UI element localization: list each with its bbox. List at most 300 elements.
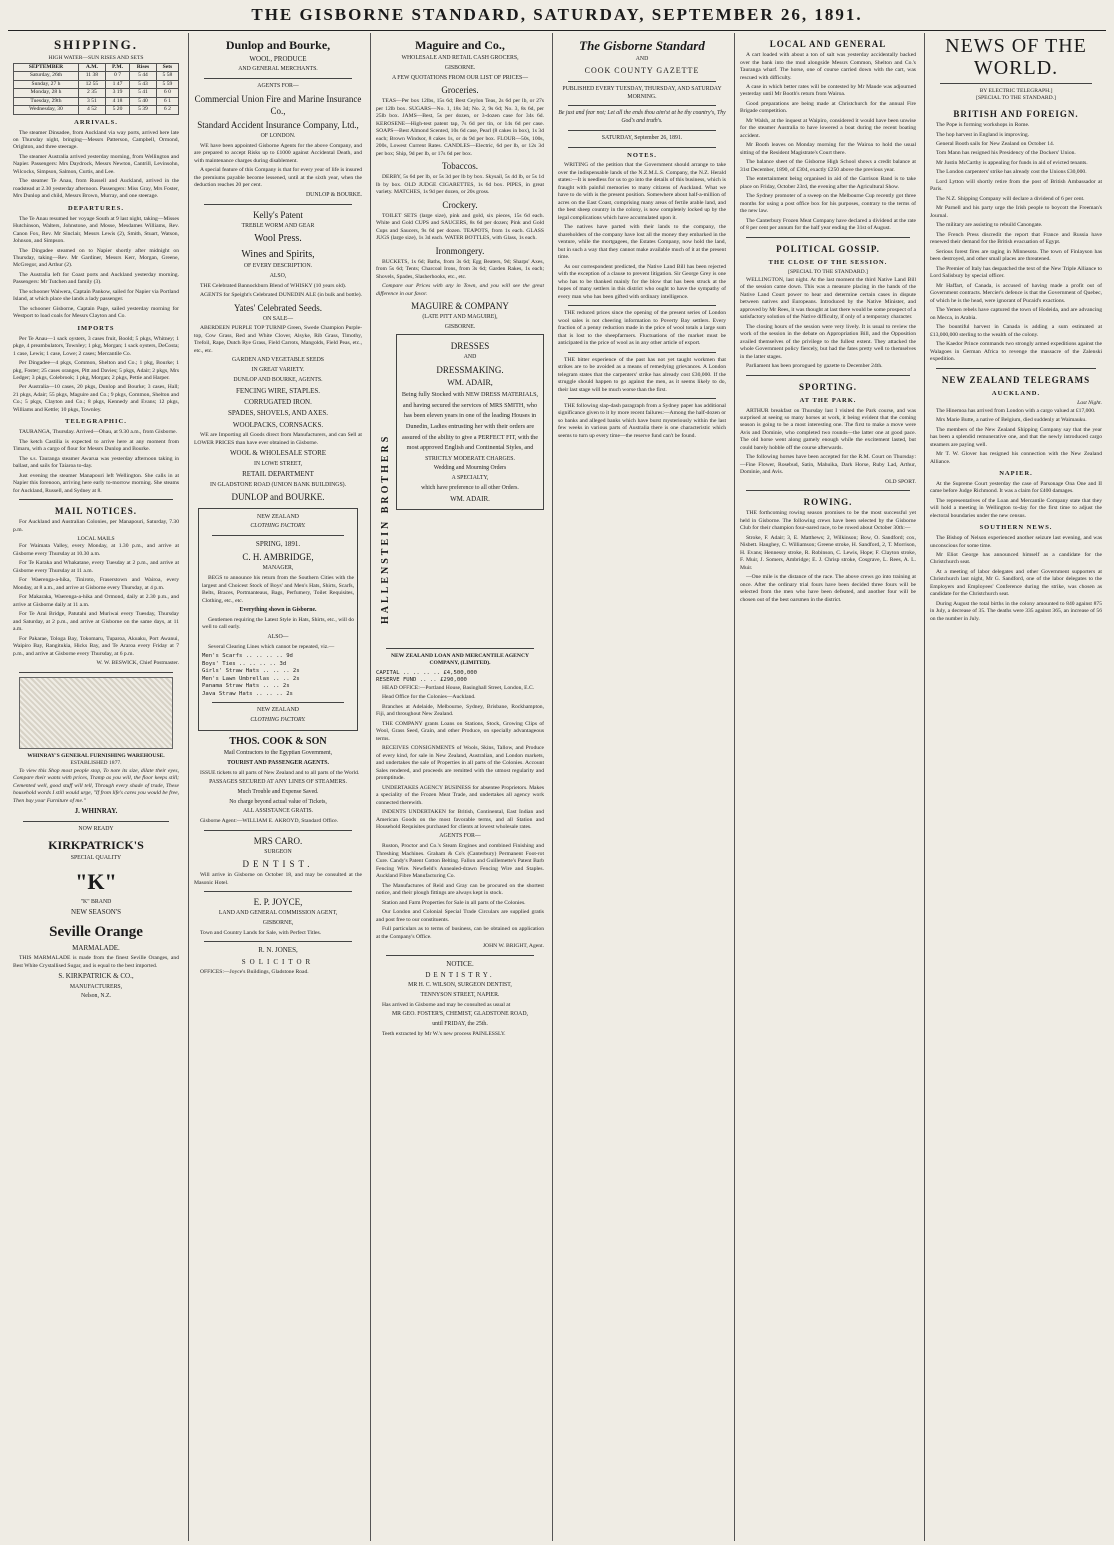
specialty: A SPECIALTY, — [451, 475, 489, 482]
great-variety: IN GREAT VARIETY. — [251, 367, 305, 374]
news-item: General Booth sails for New Zealand on October 14. — [936, 140, 1055, 147]
head-office: HEAD OFFICE:—Portland House, Basinghall Street, London, E.C. — [382, 684, 535, 691]
departures-text: The schooner Gisborne, Captain Page, sailed yesterday morning for Westport to load coals for Messrs Clayton and Co. — [13, 305, 179, 320]
news-item: The military are assisting to rebuild Canongate. — [936, 222, 1043, 229]
tide-cell: 5 39 — [130, 106, 157, 114]
political-paragraph: Parliament has been prorogued by gazette to December 24th. — [746, 363, 883, 370]
reserve-fund: RESERVE FUND .. .. £290,000 — [376, 677, 467, 684]
local-paragraph: A cart loaded with about a ton of salt was yesterday accidentally backed over the bank into the mud alongside Messrs Common, Shelton and Co.'s Tauranga wharf. The horse, one of course carried down with the cart, was rescued with difficulty. — [740, 52, 916, 81]
ambridge-text: BEGS to announce his return from the Southern Cities with the largest and Choicest Stock of Boys' and Men's Hats, Shirts, Scarfs, Belts, Braces, Portmanteaus, Bags, Perfumery, Toilet Requisites, Clothing, etc., etc. — [202, 575, 354, 604]
departures-text: The Australia left for Coast ports and Auckland yesterday morning. Passengers: Mr Tutchen and family (3). — [13, 271, 179, 286]
mail-text: For Te Karaka and Whakatane, every Tuesday at 2 p.m., and arrive at Gisborne every Thursday at 11 a.m. — [13, 560, 179, 574]
divider — [568, 130, 716, 131]
tide-cell: 4 52 — [78, 106, 105, 114]
mail-text: For Auckland and Australian Colonies, per Manapouri, Saturday, 7.30 p.m. — [13, 519, 179, 533]
adair-name: WM. ADAIR, — [447, 377, 493, 387]
news-item: At a meeting of labor delegates and other Government supporters at Christchurch last night, Mr G. Sandford, one of the labor delegates to the Employers and Employees' Conference during the strike, was chosen as candidate for the Christchurch seat. — [930, 568, 1102, 598]
sporting-paragraph: ARTHUR breakfast on Thursday last I visited the Park course, and was surprised at seeing so many horses at work, it being evident that the coming season is going to be a most interesting one. The first to make a move were Avis and Dominie, who completed two rounds—the latter one at good pace. The old horse went along gamely enough while the excitement lasted, but could barely hobble off the course afterwards. — [740, 407, 916, 451]
new-season: NEW SEASON'S — [71, 908, 121, 917]
mail-text: For Te Arai Bridge, Patutahi and Muriwai every Tuesday, Thursday and Saturday, at 2 p.m., and arrive at Gisborne on the same days, at 11 a.m. — [13, 611, 179, 633]
mail-text: For Pakarae, Tologa Bay, Tokomaru, Tuparoa, Akuaku, Port Awanui, Waipiro Bay, Rangitukia, Hicks Bay, and Te Araroa every Friday at 7 p.m., and arrive at Gisborne every Thursday, at 6 p.m. — [13, 635, 179, 657]
electric-telegraph: BY ELECTRIC TELEGRAPH.] — [979, 88, 1053, 94]
tide-cell: Sunday, 27 h — [14, 80, 79, 88]
divider — [746, 375, 910, 376]
dunlop-sub2: AND GENERAL MERCHANTS. — [238, 66, 318, 73]
also-2: ALSO— — [267, 633, 289, 640]
also: ALSO, — [269, 272, 287, 279]
price-item: Java Straw Hats .. .. .. 2s — [202, 690, 293, 697]
wilson: MR H. C. WILSON, SURGEON DENTIST, — [408, 982, 512, 989]
head-office-colonies: Head Office for the Colonies—Auckland. — [382, 694, 476, 701]
tide-cell: 11 38 — [78, 72, 105, 80]
news-item: Mr T. W. Glover has resigned his connection with the New Zealand Alliance. — [930, 451, 1102, 465]
gladstone-road: IN GLADSTONE ROAD (UNION BANK BUILDINGS). — [209, 481, 347, 488]
divider — [568, 305, 716, 306]
shipping-heading: SHIPPING. — [53, 37, 139, 52]
assistance: ALL ASSISTANCE GRATIS. — [242, 808, 314, 815]
tourist-agents: TOURIST AND PASSENGER AGENTS. — [227, 759, 329, 766]
tide-cell: 5 44 — [130, 72, 157, 80]
crockery-text: TOILET SETS (large size), pink and gold, six pieces, 15s 6d each. White and Gold CUPS and SAUCERS, 8s 6d per dozen; Pink and Gold Cups and Saucers, 9s 6d per dozen. TEAPOTS, from 1s each. GLASS JUGS (large size), 1s 3d each. WATER BOTTLES, with Glass, 1s each. — [376, 212, 544, 242]
rowing-heading: ROWING. — [803, 497, 853, 508]
ambridge-name: C. H. AMBRIDGE, — [242, 552, 314, 563]
divider — [940, 83, 1092, 84]
tide-row — [14, 97, 179, 105]
special-label: [SPECIAL TO THE STANDARD.] — [976, 95, 1056, 102]
telegraphic-text: TAURANGA, Thursday. Arrived—Ohau, at 9.30 a.m., from Gisborne. — [19, 429, 178, 436]
dunlop-signature: DUNLOP and BOURKE. — [231, 492, 325, 503]
news-world-title: NEWS OF THE WORLD. — [945, 35, 1087, 79]
cook-text: ISSUE tickets to all parts of New Zealand and to all parts of the World. — [200, 769, 360, 776]
news-item: The Hinemoa has arrived from London with a cargo valued at £17,000. — [936, 407, 1096, 414]
price-item: Boys' Ties .. .. .. .. 3d — [202, 660, 287, 667]
indents-text: INDENTS UNDERTAKEN for British, Continental, East Indian and American Goods on the most favorable terms, and all Station and Household Requisites purchased for clients at lowest wholesale rates. — [376, 809, 544, 830]
news-item: The bountiful harvest in Canada is adding a sum estimated at £13,000,000 sterling to the wealth of the colony. — [930, 324, 1102, 338]
motto: Be just and fear not; Let all the ends thou aim'st at be thy country's, Thy God's and truth's. — [558, 110, 726, 125]
masthead-title: THE GISBORNE STANDARD, SATURDAY, SEPTEMBER 26, 1891. — [251, 5, 863, 24]
kirkpatrick-title: KIRKPATRICK'S — [48, 838, 144, 853]
tide-cell: 6 1 — [156, 97, 178, 105]
local-paragraph: The entertainment being organised in aid of the Garrison Band is to take place on Friday, October 23rd, the evening after the Agricultural Show. — [740, 176, 916, 190]
sporting-paragraph: The following horses have been accepted for the R.M. Court on Thursday:—Fine Flower, Rosebud, Satin, Mahuika, Dark Horse, Ruby Lad, Arthur, Dominie, and Avis. — [740, 454, 916, 476]
wines-spirits: Wines and Spirits, — [241, 248, 315, 260]
napier-heading: NAPIER. — [999, 470, 1033, 478]
local-paragraph: Mr Booth leaves on Monday morning for the Wairoa to hold the usual sitting of the Resident Magistrate's Court there. — [740, 142, 916, 156]
everything-shown: Everything shown in Gisborne. — [239, 607, 317, 614]
divider — [386, 648, 534, 649]
k-brand: "K" BRAND — [80, 898, 112, 905]
local-paragraph: The balance sheet of the Gisborne High School shows a credit balance at 31st December, 1890, of £304, exactly £250 above the previous year. — [740, 159, 916, 173]
land-agent: LAND AND GENERAL COMMISSION AGENT, — [218, 910, 338, 917]
telegraphic-text: The ketch Castilia is expected to arrive here at any moment from Timaru, with a cargo of flour for Messrs Dunlop and Bourke. — [13, 438, 179, 453]
seeds-text: ABERDEEN PURPLE TOP TURNIP Green, Swede Champion Purple-top, Cow Grass, Red and White Clover, Alsyke, Rib Grass, Timothy, Trefoil, Rape, Dutch Rye Grass, Field Carrots, Mangolds, Field Peas, etc., etc., etc. — [194, 325, 362, 354]
tide-cell: 0 7 — [105, 72, 129, 80]
tide-row — [14, 106, 179, 114]
tide-cell: 2 35 — [78, 89, 105, 97]
and-label: AND — [635, 56, 649, 63]
local-paragraph: A case in which better rates will be contested by Mr Maude was adjourned yesterday until Mr Booth's return from Wairoa. — [740, 83, 916, 98]
departures-text: The Te Anau resumed her voyage South at 9 last night, taking—Misses Hutchinson, Walters, Johnstone, and Mosse, Mesdames Williams, Rev. Canon Fox, Rev. Mr Sinclair, Messrs Lewis (2), Smith, Stuart, Watson, Johnson, and Simpson. — [13, 215, 179, 245]
tide-cell: 6 0 — [156, 89, 178, 97]
passages: PASSAGES SECURED AT ANY LINES OF STEAMERS. — [209, 778, 347, 785]
gisborne-label: GISBORNE, — [262, 920, 294, 927]
groceries-heading: Groceries. — [441, 85, 479, 96]
groceries-text: TEAS—Per box 12lbs, 15s 6d; Best Ceylon Teas, 2s 6d per lb, or 27s per 12lb box. SUGARS—No. 1, 18s 3d; No. 2, 9s 6d; No. 3, 8s 6d, per 25lb box. JAMS—Best, 5s per dozen, or 3-dozen case for 34s 6d. KEROSENE—High-test patent tap, 7s 6d per tin, or 14s 6d per case. SOAPS—Best Almond Scented, 10s 6d case, Pearl (8 cakes in box), 1s 3d each; Brown Windsor, 8 cakes 1s, or 4s 9d per box. FLOUR—50s, 100s, 200s, Lowest Current Rates. CANDLES—Electric, 6d per lb, or 12s 3d per box; Ship, 9d per lb, or 17s 6d per box. — [376, 98, 544, 157]
divider — [19, 672, 173, 673]
adair-block — [376, 334, 544, 644]
crockery-heading: Crockery. — [442, 199, 478, 210]
accident-text: A special feature of this Company is that for every year of life is insured the premiums payable become lessened, until at the sixth year, when the deduction reaches 20 per cent. — [194, 167, 362, 189]
tide-row — [14, 80, 179, 88]
wool-store: WOOL & WHOLESALE STORE — [229, 449, 327, 458]
tide-cell: Monday, 28 h — [14, 89, 79, 97]
tide-column-header: SEPTEMBER — [14, 63, 79, 71]
divider — [212, 702, 344, 703]
warehouse-caption: WHINRAY'S GENERAL FURNISHING WAREHOUSE. — [27, 752, 165, 759]
divider — [568, 81, 716, 82]
news-item: Mr Justin McCarthy is appealing for funds in aid of evicted tenants. — [936, 159, 1088, 166]
tobaccos-text: DERBY, 5s 6d per lb, or 5s 3d per lb by box. Skysail, 5s 4d lb, or 5s 1d lb by box. OLD JUDGE CIGARETTES, 1s 6d box. PIPES, in great variety. MATCHES, 1s 9d per dozen, or 20s gross. — [376, 174, 544, 196]
editorial-paragraph: THE reduced prices since the opening of the present series of London wool sales is not cheering information to Poverty Bay settlers. Every fraction of a penny reduction made in the price of wool totals a large sum that is lost to the sheepfarmers. Fluctuations of the market must be anticipated in the price of wool as in any other article of export. — [558, 310, 726, 347]
cook-county-gazette: COOK COUNTY GAZETTE — [584, 66, 700, 76]
seville-orange: Seville Orange — [49, 923, 143, 940]
tide-column-header: Sets — [156, 63, 178, 71]
price-item: Panama Straw Hats .. .. 2s — [202, 683, 290, 690]
news-item: The Kaedor Prince commands two strongly armed expeditions against the Walagoes in German Africa to revenge the massacre of the Zalenski expedition. — [930, 341, 1102, 363]
news-item: Mr Haffart, of Canada, is accused of having made a profit out of Government contracts. Mercier's defence is that the Government of Quebec, of which he is the head, were ignorant of Pucaid's exactions. — [930, 282, 1102, 304]
ironmongery-heading: Ironmongery. — [435, 245, 485, 256]
political-paragraph: WELLINGTON, last night. At the last moment the third Native Land Bill of the session came down. This was a measure placing in the hands of the Native Land Court power to hear and determine certain cases in dispute between natives and Europeans. Introduced by the Native Minister, and approved by Mr Rees, it was thought at last there would be some prospect of a satisfactory solution of the Native difficulty, if only of a temporary character. — [740, 276, 916, 321]
retail-dept: RETAIL DEPARTMENT — [242, 470, 314, 479]
masthead — [0, 0, 1114, 30]
british-foreign-heading: BRITISH AND FOREIGN. — [953, 108, 1079, 119]
divider — [204, 78, 352, 79]
surgeon: SURGEON — [264, 848, 292, 855]
special-quality: SPECIAL QUALITY — [70, 855, 122, 862]
agents-for-2: AGENTS FOR— — [439, 833, 481, 840]
manufacturers: MANUFACTURERS, — [69, 983, 123, 990]
news-item: The N.Z. Shipping Company will declare a dividend of 6 per cent. — [936, 195, 1085, 202]
mail-notices-heading: MAIL NOTICES. — [54, 505, 138, 516]
departures-text: The Dingadee steamed on to Napier shortly after midnight on Thursday, taking—Rev. Mr Gardiner, Messrs Kerr, Morgan, Greene, McGregor, and Arthur (2). — [13, 247, 179, 269]
treble-worm: TREBLE WORM AND GEAR — [241, 222, 315, 229]
divider — [936, 368, 1096, 369]
political-heading: POLITICAL GOSSIP. — [776, 243, 880, 254]
gisborne-agent: Gisborne Agent:—WILLIAM E. AKROYD, Standard Office. — [200, 818, 339, 825]
special-label: [SPECIAL TO THE STANDARD.] — [788, 269, 868, 276]
nelson: Nelson, N.Z. — [81, 993, 111, 1000]
marmalade-text: THIS MARMALADE is made from the finest Seville Oranges, and Best White Crystallised Sugar, and is equal to the best imported. — [13, 955, 179, 969]
published-line: PUBLISHED EVERY TUESDAY, THURSDAY, AND SATURDAY MORNING. — [562, 85, 722, 100]
tide-cell: 6 2 — [156, 106, 178, 114]
clothing-factory-ad — [198, 508, 358, 731]
divider — [568, 398, 716, 399]
nz-mercantile-title: NEW ZEALAND LOAN AND MERCANTILE AGENCY COMPANY, (LIMITED). — [390, 652, 530, 667]
departures-text: The schooner Waiwera, Captain Pankow, sailed for Napier via Portland Island, at which place she lands a lady passenger. — [13, 288, 179, 303]
adair-text: Being fully Stocked with NEW DRESS MATERIALS, and having secured the services of MRS SMITH, who has been eleven years in one of the leading Houses in Dunedin, Ladies entrusting her with their orders are assured of the ability to give a PERFECT FIT, with the most approved English and Continental Styles, and — [401, 391, 539, 452]
column-maguire — [370, 33, 549, 1541]
divider — [212, 535, 344, 536]
divider — [204, 941, 352, 942]
local-paragraph: Good preparations are being made at Christchurch for the annual Fire Brigade competition. — [740, 100, 916, 115]
circulars-text: Our London and Colonial Special Trade Circulars are supplied gratis and post free to our constituents. — [376, 909, 544, 923]
postmaster-signature: W. W. BESWICK, Chief Postmaster. — [96, 660, 179, 667]
mail-contractors: Mail Contractors to the Egyptian Government, — [223, 749, 333, 756]
solicitor: SOLICITOR — [241, 957, 315, 966]
joyce: E. P. JOYCE, — [253, 897, 303, 908]
imports-text: Per Australia—10 cases, 20 pkgs, Dunlop and Bourke; 3 cases, Hall; 21 pkgs, Adair; 55 pkgs, Maguire and Co.; 9 pkgs, Common, Shelton and Co.; 5 pkgs, Clayton and Co.; 8 pkgs, Kennedy and Evans; 12 pkgs, Williams and Kettle; 10 pkgs, Townley. — [13, 384, 179, 413]
local-paragraph: The Canterbury Frozen Meat Company have declared a dividend at the rate of 8 per cent per annum for the half year ending the 31st of August. — [740, 217, 916, 232]
arrivals-text: The steamer Te Anau, from Russell and Auckland, arrived in the roadstead at 2.30 yesterday afternoon. Passengers: Miss Gray, Mrs Foster, Mrs Dunlop and child, Messrs Brown, Murray, and one steerage. — [13, 178, 179, 200]
factory-label: CLOTHING FACTORY. — [250, 716, 306, 723]
capital: CAPITAL .. .. .. .. £4,500,000 — [376, 669, 478, 676]
tide-row — [14, 72, 179, 80]
arrivals-text: The steamer Australia arrived yesterday morning, from Wellington and Napier. Passengers: Mrs Daydrock, Messrs Newton, Cantrill, Levinsohn, Wilcocks, Simpson, Salmon, Curtis, and Lee. — [13, 153, 179, 175]
ironmongery-text: BUCKETS, 1s 6d; Baths, from 3s 6d; Egg Beaters, 9d; Sharps' Axes, from 5s 6d; Tents; Charcoal Irons, from 3s 6d; Garden Rakes, 1s each; Shovels, Spades, Slasherhooks, etc., etc. — [376, 258, 544, 280]
news-item: Tom Mann has resigned his Presidency of the Dockers' Union. — [936, 150, 1076, 157]
maguire-sub: WHOLESALE AND RETAIL CASH GROCERS, — [401, 55, 519, 62]
telegraphic-text: The s.s. Tauranga steamer Awarua was yesterday afternoon taking in ballast, and sails for Taiaroa to-day. — [13, 455, 179, 470]
editorial-paragraph: THE following slap-dash paragraph from a Sydney paper has additional significance given to it by more recent failures:—Among the half-dozen or so banks and alleged banks which have burst mysteriously within the last few weeks in various parts of Australia there is one characteristic which seems to turn up every time—the reserve fund can't be found. — [558, 402, 726, 439]
tennyson: TENNYSON STREET, NAPIER. — [420, 992, 500, 999]
auckland-heading: AUCKLAND. — [991, 389, 1041, 397]
editorial-paragraph: THE bitter experience of the past has not yet taught workmen that strikes are to be avoided as a means of remedying grievances. A London telegram states that the carpenters' strike has already cost £30,000. If the struggle should happen to go against the men, as it seems likely to do, their last stage will be much worse than the first. — [558, 356, 726, 393]
tide-heading: HIGH WATER—SUN RISES AND SETS — [48, 55, 144, 62]
agents-for: AGENTS FOR— — [257, 83, 299, 90]
gisborne-2: GISBORNE. — [444, 324, 476, 331]
news-item: Serious forest fires are raging in Minnesota. The town of Finlayson has been destroyed, and other small places are threatened. — [930, 248, 1102, 263]
offices-text: OFFICES:—Joyce's Buildings, Gladstone Road. — [200, 969, 309, 976]
news-item: Lord Lytton will shortly retire from the post of British Ambassador at Paris. — [930, 178, 1102, 193]
wilson-text: Has arrived in Gisborne and may be consulted as usual at — [382, 1001, 511, 1008]
lowe-street: IN LOWE STREET, — [253, 460, 303, 467]
tide-cell: 5 20 — [105, 106, 129, 114]
divider — [19, 499, 173, 500]
divider — [568, 147, 716, 148]
no-charge: No charge beyond actual value of Tickets, — [229, 798, 327, 805]
column-shipping — [8, 33, 184, 1541]
nz-label: NEW ZEALAND — [257, 707, 299, 714]
tide-table — [13, 63, 179, 115]
woolpacks: WOOLPACKS, CORNSACKS. — [232, 420, 324, 429]
sporting-signature: OLD SPORT. — [885, 478, 916, 485]
imports-text: Per Te Anau—1 sack oysters, 3 cases fruit, Boold; 5 pkgs, Whitney; 1 pkge, 4 preambulators, Townley; 1 pkg, Morgan; 1 sack oysters, DeCosta; 1 case, Lewis; 1 case, Lowe; 2 cases; Mercantile Co. — [13, 335, 179, 357]
news-item: The Bishop of Nelson experienced another seizure last evening, and was unconscious for some time. — [930, 535, 1102, 549]
divider — [746, 237, 910, 238]
sporting-heading: SPORTING. — [799, 381, 857, 392]
tide-column-header: A.M. — [78, 63, 105, 71]
garden-seeds: GARDEN AND VEGETABLE SEEDS — [231, 357, 325, 364]
caro-text: Will arrive in Gisborne on October 18, and may be consulted at the Masonic Hotel. — [194, 872, 362, 886]
paper-title: The Gisborne Standard — [579, 38, 705, 53]
and: AND — [463, 353, 477, 360]
quotations: A FEW QUOTATIONS FROM OUR LIST OF PRICES— — [391, 74, 529, 81]
preference: which have preference to all other Orders. — [421, 484, 519, 491]
k-brand-letter: "K" — [75, 869, 117, 895]
editorial-paragraph: The natives have parted with their lands to the company, the shareholders of the company have lost all the money they embarked in the venture, while the mortgagees, the Estates Company, now hold the land, but in such a way that they cannot make available much of it at the present time. — [558, 224, 726, 261]
station-text: Station and Farm Properties for Sale in all parts of the Colonies. — [382, 899, 526, 906]
news-item: The members of the New Zealand Shipping Company say that the year has been a splendid remunerative one, and that the newly introduced cargo steamers are paying well. — [930, 426, 1102, 448]
agents-list: Ruston, Proctor and Co.'s Steam Engines and combined Finishing and Threshing Machines. Graham & Co's (Canterbury) Permanent Foot-rot Cure. Candy's Patent Cotton Belting. Fallon and Guillemette's Patent Barb Fencing Wire. Newfield's Annealed-drawn Fencing Wire and Staples. Auckland Fibre Manufacturing Co. — [376, 843, 544, 880]
wool-press: Wool Press. — [254, 233, 302, 245]
political-paragraph: The closing hours of the session were very lively. It is usual to review the work of the session in the debate on Appropriation Bill, and the Opposition availed themselves of the privilege to the fullest extent. They attacked the whole Government policy fiercely, but had the fates pretty well to themselves in the latter stages. — [740, 323, 916, 360]
local-paragraph: Mr Walsh, at the inquest at Waipiro, considered it would have been unwise for the steamer Australia to have lowered a boat during the recent boating accident. — [740, 117, 916, 139]
manufactures-text: The Manufactures of Reid and Gray can be procured on the shortest notice, and their plough fittings are always kept in stock. — [376, 882, 544, 897]
tobaccos-heading: Tobaccos. — [441, 161, 479, 172]
tide-cell: 4 18 — [105, 97, 129, 105]
tide-cell: Saturday, 26th — [14, 72, 79, 80]
divider — [204, 891, 352, 892]
maguire-company: MAGUIRE & COMPANY — [411, 301, 509, 312]
notice: NOTICE. — [446, 959, 474, 968]
price-item: Men's Scarfs .. .. .. .. 9d — [202, 653, 293, 660]
tide-cell: 5 40 — [130, 97, 157, 105]
divider — [23, 821, 169, 822]
mrs-caro: MRS CARO. — [253, 835, 303, 846]
spring-1891: SPRING, 1891. — [255, 540, 301, 549]
news-item: Mr Eliot George has announced himself as a candidate for the Christchurch seat. — [930, 552, 1102, 566]
agents-text: AGENTS for Speight's Celebrated DUNEDIN ALE (in bulk and bottle). — [200, 292, 362, 299]
moderate-charges: STRICTLY MODERATE CHARGES. — [425, 455, 515, 462]
tide-cell: 12 55 — [78, 80, 105, 88]
maguire-title: Maguire and Co., — [415, 38, 505, 52]
column-dunlop-bourke — [188, 33, 367, 1541]
masthead-rule — [8, 30, 1106, 31]
divider — [568, 352, 716, 353]
receives-text: RECEIVES CONSIGNMENTS of Wools, Skins, Tallow, and Produce of every kind, for sale in New Zealand, Australian, and London markets, and undertakes the sale of Properties in all parts of the Colonies. Account Sales rendered, and proceeds are remitted with the utmost regularity and promptitude. — [376, 745, 544, 782]
editorial-paragraph: As our correspondent predicted, the Native Land Bill has been rejected with the exception of a clause to prevent litigation. Sir George Grey is one who has to be thanked mainly for the blow that has been struck at the hopes of many settlers in this district who ought to have the sympathy of every man who has been gifted with ordinary intelligence. — [558, 263, 726, 300]
now-ready: NOW READY — [78, 825, 114, 832]
every-description: OF EVERY DESCRIPTION. — [243, 263, 313, 270]
established: ESTABLISHED 1877. — [70, 760, 122, 767]
gents-text: Gentlemen requiring the Latest Style in Hats, Shirts, etc., will do well to call early. — [202, 616, 354, 631]
rowing-paragraph: THE forthcoming rowing season promises to be the most successful yet held in Gisborne. The following crews have been selected by the Gisborne Club for their champion four-oared race, to be rowed about October 30th:— — [740, 510, 916, 532]
local-mails-heading: LOCAL MAILS — [77, 536, 115, 542]
trouble-saved: Much Trouble and Expense Saved. — [237, 788, 319, 795]
import-text: WE are Importing all Goods direct from Manufacturers, and can Sell at LOWER PRICES than have ever obtained in Gisborne. — [194, 432, 362, 446]
news-item: The London carpenters' strike has already cost the Unions £30,000. — [936, 169, 1087, 176]
maguire-gisborne: GISBORNE. — [444, 64, 476, 71]
divider — [746, 490, 910, 491]
column-editorial — [552, 33, 731, 1541]
editorial-paragraph: WRITING of the petition that the Government should arrange to take over the indispensable lands of the N.Z.M.L.S. Company, the N.Z. Herald states:—It is needless for us to go into the details of this business, which is fraught with painful memories to many citizens of Auckland. What we have to do with is the present position. Somewhere about half-a-million of acres on the East Coast, comprising many areas of fertile arable land, and the best sheep country in the colony, is now completely locked up by the legal complications which have accumulated upon it. — [558, 162, 726, 221]
yates-seeds: Yates' Celebrated Seeds. — [234, 302, 322, 313]
tide-cell: 5 41 — [130, 89, 157, 97]
company-text: THE COMPANY grants Loans on Stations, Stock, Growing Clips of Wool, Grass Seed, Grain, and other Produce, on specially advantageous terms. — [376, 720, 544, 742]
compare-text: Compare our Prices with any in Town, and you will see the great difference in our favor. — [376, 283, 544, 297]
manager-label: MANAGER, — [262, 565, 294, 572]
tide-cell: 1 47 — [105, 80, 129, 88]
tide-cell: Tuesday, 29th — [14, 97, 79, 105]
dunlop-title: Dunlop and Bourke, — [225, 38, 331, 52]
news-item: The Yemen rebels have captured the town of Hodeida, and are advancing on Mecca, in Arabia. — [930, 307, 1102, 321]
arrivals-text: The steamer Dinsadee, from Auckland via way ports, arrived here late on Thursday night, bringing—Messrs Patterson, Campbell, Ormond, Orighton, and three steerage. — [13, 129, 179, 151]
at-the-park: AT THE PARK. — [799, 396, 857, 404]
fencing-wire: FENCING WIRE, STAPLES. — [235, 386, 321, 395]
marmalade: MARMALADE. — [72, 943, 120, 952]
kelly-patent: Kelly's Patent — [253, 209, 303, 220]
price-item: Girls' Straw Hats .. .. .. 2s — [202, 668, 300, 675]
until-friday: until FRIDAY, the 25th. — [432, 1021, 488, 1028]
adair-signature: WM. ADAIR. — [450, 494, 490, 503]
corrugated-iron: CORRUGATED IRON. — [244, 398, 312, 407]
news-item: Mrs Marie Butte, a native of Belgium, died suddenly at Waimauku. — [936, 417, 1087, 424]
news-item: During August the total births in the colony amounted to 840 against 875 in July, a decrease of 35. The deaths were 335 against 365, an increase of 56 on the number in July. — [930, 600, 1102, 622]
accident-text: WE have been appointed Gisborne Agents for the above Company, and are prepared to accept Risks up to £1000 against Accidental Death, and with maintenance charges during disablement. — [194, 142, 362, 164]
mail-text: For Waimata Valley, every Monday, at 1.30 p.m., and arrive at Gisborne every Thursday at 10.30 a.m. — [13, 543, 179, 557]
hallenstein-vertical: HALLENSTEIN BROTHERS — [380, 433, 391, 624]
tide-cell: 3 19 — [105, 89, 129, 97]
warehouse-illustration — [19, 677, 173, 749]
last-night: Last Night. — [1077, 400, 1102, 407]
news-item: The French Press discredit the report that France and Russia have renewed their demand for the British evacuation of Egypt. — [930, 231, 1102, 246]
wedding-orders: Wedding and Mourning Orders — [433, 465, 507, 472]
news-item: At the Supreme Court yesterday the case of Parsonage Ona One and II came before Judge Richmond. It was a claim for £400 damages. — [930, 480, 1102, 495]
town-text: Town and Country Lands for Sale, with Perfect Titles. — [200, 929, 322, 936]
agents-line: DUNLOP AND BOURKE, AGENTS. — [233, 376, 323, 383]
news-item: The representatives of the Loan and Mercantile Company state that they will hold a meeting in Wellington to-day for the first time to adjust the electoral boundaries under the new census. — [930, 497, 1102, 519]
tide-cell: 5 59 — [156, 80, 178, 88]
tide-column-header: P.M. — [105, 63, 129, 71]
particulars-text: Full particulars as to terms of business, can be obtained on application at the Company's Office. — [376, 926, 544, 940]
dressmaking: DRESSMAKING. — [436, 364, 504, 375]
bright-signature: JOHN W. BRIGHT, Agent. — [482, 943, 544, 950]
tide-column-header: Rises — [130, 63, 157, 71]
rowing-paragraph: —One mile is the distance of the race. The above crews go into training at once. After the ordinary trial fours have been decided three fours will be selected from the men who have been defeated, and another four will be chosen out of the best oarsmen in the district. — [740, 574, 916, 603]
undertakes-text: UNDERTAKES AGENCY BUSINESS for absentee Proprietors. Makes a speciality of the Frozen Meat Trade, and undertakes all agency work connected therewith. — [376, 784, 544, 806]
telegraphic-text: Just evening the steamer Manapouri left Wellington. She calls in at Napier this forenoon, arriving here early to-morrow morning. She steams for Auckland, Russell, and Sydney at 8. — [13, 472, 179, 494]
imports-heading: IMPORTS — [77, 324, 115, 332]
southern-heading: SOUTHERN NEWS. — [979, 524, 1053, 532]
tide-cell: 3 51 — [78, 97, 105, 105]
price-item: Men's Lawn Umbrellas .. .. 2s — [202, 675, 300, 682]
foster: MR GEO. FOSTER'S, CHEMIST, GLADSTONE ROAD, — [392, 1011, 528, 1018]
telegraphic-heading: TELEGRAPHIC. — [65, 418, 127, 426]
nz-telegrams-heading: NEW ZEALAND TELEGRAMS — [941, 374, 1091, 385]
tide-cell: 5 58 — [156, 72, 178, 80]
of-london: OF LONDON. — [260, 133, 296, 140]
mail-text: For Makaraka, Waerenga-a-hika and Ormond, daily at 2.30 p.m., and arrive at Gisborne daily at 11 a.m. — [13, 594, 179, 608]
edition-date: SATURDAY, September 26, 1891. — [601, 134, 683, 141]
dentist: DENTIST. — [242, 859, 314, 870]
news-item: The Pope is forming workshops in Rome. — [936, 122, 1030, 129]
column-news-world — [924, 33, 1107, 1541]
imports-text: Per Dingadee—4 pkgs, Common, Shelton and Co.; 1 pkg, Bourke; 1 pkg, Foster; 25 cases oranges, Pitt and Davies; 5 pkgs, Adair; 2 pkgs, Mrs Ledger; 3 pkgs, Colebrook; 1 pkg, Morgan; 2 pkgs, Pettie and Harper. — [13, 360, 179, 381]
jones: R. N. JONES, — [258, 946, 298, 955]
departures-heading: DEPARTURES. — [68, 204, 124, 212]
dressmaking-ad — [396, 334, 544, 510]
verse-text: To view this Shop most people stop, To note its size, dilate their eyes, Compare their wants with prices, Tramp as you will, the floor keeps still; Cemented well, good stuff will tell, Through every shade of trade, These household words I still would urge, "If from life's cares you would be free, Then buy your Furniture of me." — [13, 767, 179, 804]
rowing-paragraph: Stroke, F. Adair; 3, E. Matthews; 2, Wilkinson; Bow, O. Sandford; cox, Nisbett. Haughey, C. Williamson; Greene stroke, H. Sandford, 2, T. Morrison, H. Evans; Hennessy stroke, R. Robinson, C. Lewis, Hope; F. Clayton stroke, F. Muir, J. Somers, Ambridge; E. J. Chrisp stroke, Cosgrave, L. Rees, A. L. Muir. — [740, 534, 916, 571]
tide-cell: Wednesday, 30 — [14, 106, 79, 114]
columns — [8, 33, 1106, 1541]
thos-cook: THOS. COOK & SON — [229, 735, 327, 747]
news-item: Mr Parnell and his party urge the Irish people to boycott the Freeman's Journal. — [930, 205, 1102, 219]
whisky-text: THE Celebrated Bannockburn Blend of WHISKY (10 years old). — [200, 282, 347, 289]
divider — [568, 105, 716, 106]
clearing-text: Several Clearing Lines which cannot be repeated, viz.— — [208, 643, 335, 650]
mail-text: For Waerenga-a-hika, Tiniroto, Fraserstown and Wairoa, every Monday, at 8 a.m., and arrive at Gisborne every Thursday, at 4 p.m. — [13, 577, 179, 591]
political-subheading: THE CLOSE OF THE SESSION. — [768, 258, 888, 266]
tide-row — [14, 89, 179, 97]
whinray-signature: J. WHINRAY. — [74, 807, 118, 816]
notes-heading: NOTES. — [627, 151, 657, 159]
nz-label: NEW ZEALAND — [257, 513, 299, 520]
dunlop-sub1: WOOL, PRODUCE — [249, 55, 307, 64]
late-pitt: (LATE PITT AND MAGUIRE), — [422, 314, 498, 321]
firm-signature: DUNLOP & BOURKE. — [306, 191, 362, 198]
local-general-heading: LOCAL AND GENERAL — [769, 39, 887, 49]
